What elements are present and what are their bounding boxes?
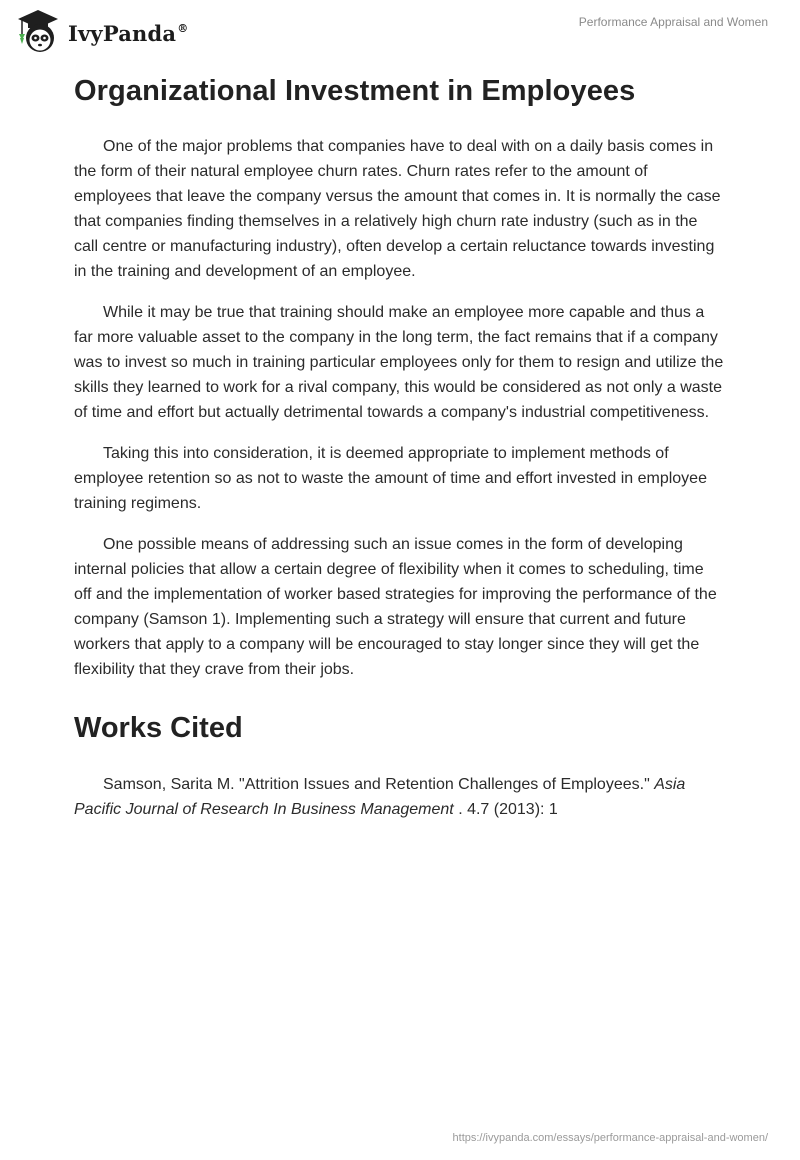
panda-graduate-icon: [14, 8, 62, 54]
body-paragraph: While it may be true that training should make an employee more capable and thus a far more valuable asset to the company in the long term, the fact remains that if a company was to invest so much in training particular employees only for them to resign and utilize the skills they learned to work for a rival company, this would be considered as not only a waste of time and effort but actually detrimental towards a company's industrial competitiveness.: [74, 304, 724, 421]
ivypanda-logo[interactable]: [14, 8, 188, 54]
works-cited-heading: Works Cited: [74, 712, 243, 744]
page-header: [0, 0, 800, 60]
source-url[interactable]: https://ivypanda.com/essays/performance-appraisal-and-women/: [452, 1132, 768, 1144]
body-paragraph: One of the major problems that companies have to deal with on a daily basis comes in the form of their natural employee churn rates. Churn rates refer to the amount of employees that leave the company versus the amount that comes in. It is normally the case that companies finding themselves in a relatively high churn rate industry (such as in the call centre or manufacturing industry), often develop a certain reluctance towards investing in the training and development of an employee.: [74, 138, 721, 280]
essay-content: [74, 72, 724, 838]
document-title: Performance Appraisal and Women: [578, 15, 768, 29]
body-paragraph: One possible means of addressing such an issue comes in the form of developing internal policies that allow a certain degree of flexibility when it comes to scheduling, time off and the implementation of worker based strategies for improving the performance of the company (Samson 1). Implementing such a strategy will ensure that current and future workers that apply to a company will be encouraged to stay longer since they will get the flexibility that they crave from their jobs.: [74, 536, 717, 678]
body-paragraph: Taking this into consideration, it is deemed appropriate to implement methods of employee retention so as not to waste the amount of time and effort invested in employee training regimens.: [74, 445, 707, 512]
journal-title: Asia Pacific Journal of Research In Business Management: [74, 776, 686, 818]
section-heading: Organizational Investment in Employees: [74, 75, 636, 107]
citation-entry: Samson, Sarita M. "Attrition Issues and Retention Challenges of Employees." Asia Pacific Journal of Research In Business Management . 4.7 (2013): 1: [74, 776, 686, 818]
brand-name: IvyPanda®: [68, 20, 189, 46]
